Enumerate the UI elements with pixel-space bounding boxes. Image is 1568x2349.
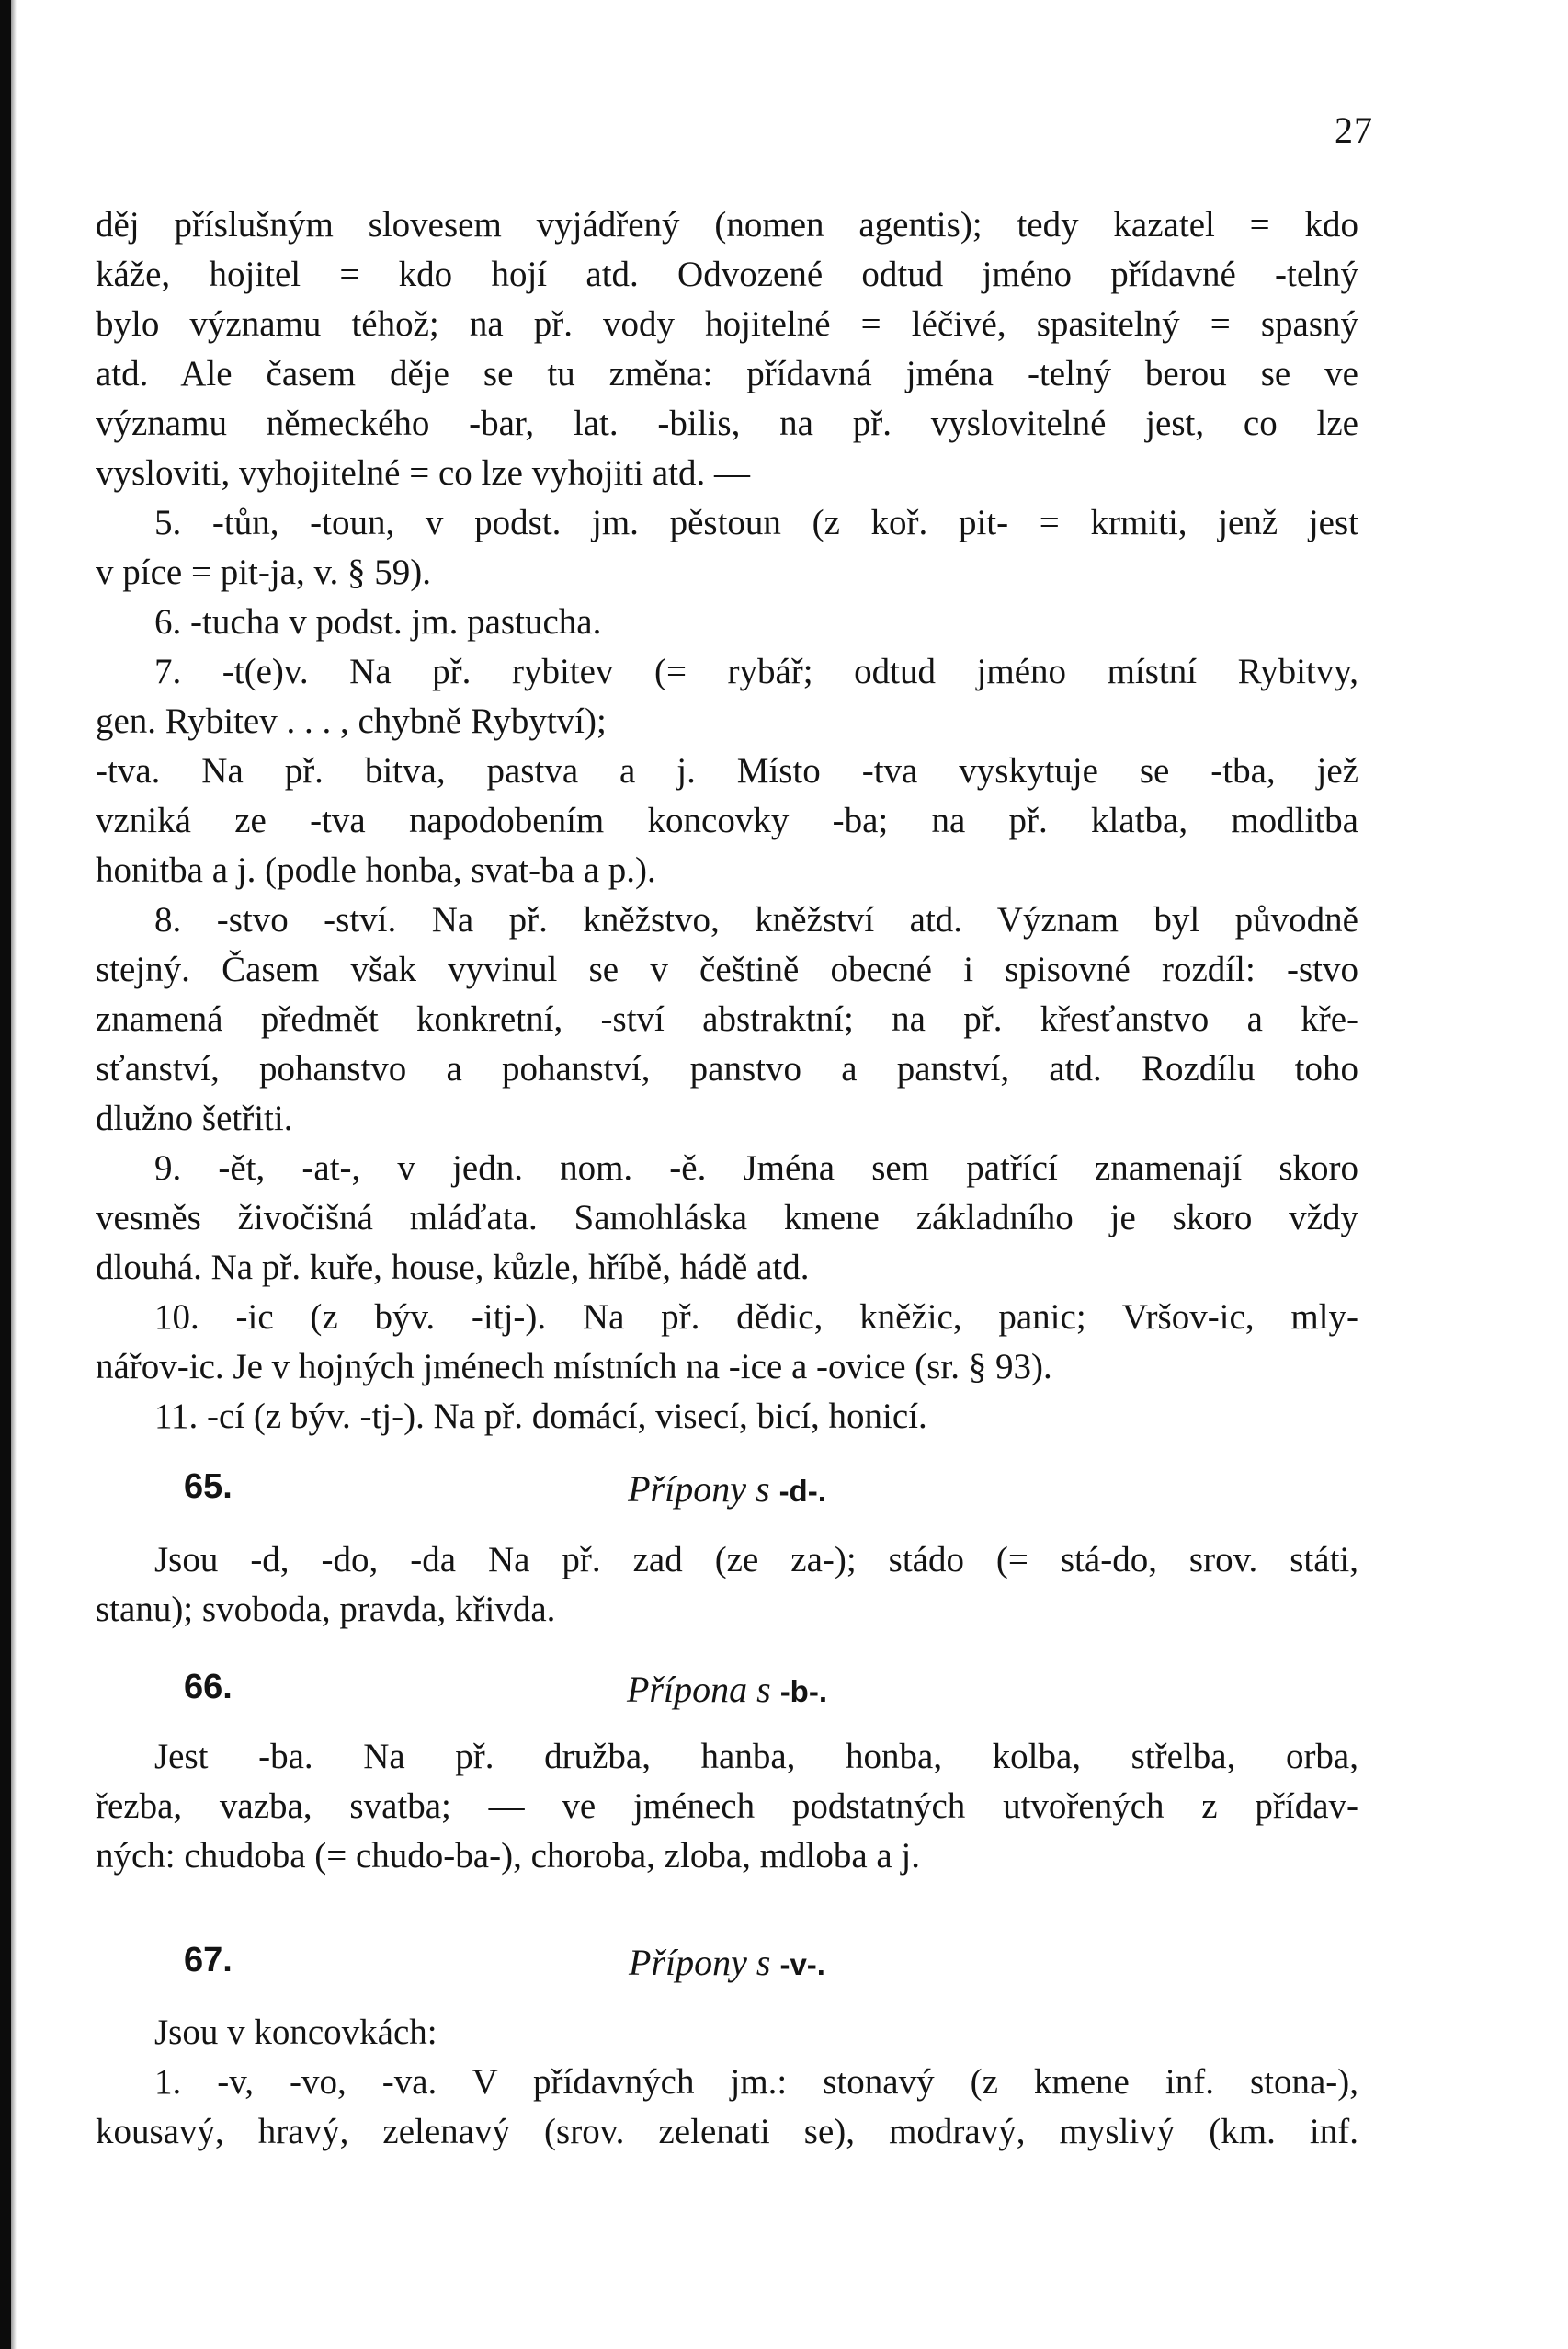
text-line: stejný. Časem však vyvinul se v češtině obecné i spisovné rozdíl: -stvo [96, 950, 1358, 989]
section-title: Přípony s -d-. [628, 1468, 826, 1510]
body-text-block-1 [96, 200, 1358, 1442]
text-line: řezba, vazba, svatba; — ve jménech podstatných utvořených z přídav- [96, 1786, 1358, 1826]
text-line: dlouhá. Na př. kuře, house, kůzle, hříbě, hádě atd. [96, 1248, 810, 1287]
text-line: 6. -tucha v podst. jm. pastucha. [154, 602, 602, 642]
text-line: stanu); svoboda, pravda, křivda. [96, 1590, 556, 1629]
text-line: 10. -ic (z býv. -itj-). Na př. dědic, kněžic, panic; Vršov-ic, mly- [154, 1297, 1358, 1337]
page-binding-shadow [11, 0, 17, 2349]
text-line: bylo významu téhož; na př. vody hojitelné = léčivé, spasitelný = spasný [96, 304, 1358, 344]
text-line: vzniká ze -tva napodobením koncovky -ba; na př. klatba, modlitba [96, 801, 1358, 840]
text-line: 11. -cí (z býv. -tj-). Na př. domácí, visecí, bicí, honicí. [154, 1397, 927, 1436]
text-line: v píce = pit-ja, v. § 59). [96, 553, 431, 592]
text-line: Jest -ba. Na př. družba, hanba, honba, kolba, střelba, orba, [154, 1737, 1358, 1776]
text-line: 5. -tůn, -toun, v podst. jm. pěstoun (z koř. pit- = krmiti, jenž jest [154, 503, 1358, 542]
page-binding-edge [0, 0, 11, 2349]
section-67-heading [96, 1941, 1358, 1996]
text-line: znamená předmět konkretní, -ství abstraktní; na př. křesťanstvo a kře- [96, 999, 1358, 1039]
section-number: 65. [184, 1467, 233, 1506]
text-line: kousavý, hravý, zelenavý (srov. zelenati se), modravý, myslivý (km. inf. [96, 2112, 1358, 2151]
text-line: honitba a j. (podle honba, svat-ba a p.). [96, 850, 656, 890]
text-line: 8. -stvo -ství. Na př. kněžstvo, kněžství atd. Význam byl původně [154, 900, 1358, 940]
text-line: dlužno šetřiti. [96, 1099, 293, 1138]
section-65-text [96, 1535, 1358, 1635]
section-title: Přípony s -v-. [629, 1942, 825, 1983]
text-line: vesměs živočišná mláďata. Samohláska kmene základního je skoro vždy [96, 1198, 1358, 1237]
text-line: 1. -v, -vo, -va. V přídavných jm.: stonavý (z kmene inf. stona-), [154, 2062, 1358, 2102]
text-line: gen. Rybitev . . . , chybně Rybytví); [96, 701, 607, 741]
section-number: 66. [184, 1668, 233, 1706]
page-number: 27 [1335, 109, 1373, 151]
text-line: Jsou -d, -do, -da Na př. zad (ze za-); stádo (= stá-do, srov. státi, [154, 1540, 1358, 1579]
section-67-text [96, 2008, 1358, 2157]
section-66-heading [96, 1668, 1358, 1723]
text-line: sťanství, pohanstvo a pohanství, panstvo a panství, atd. Rozdílu toho [96, 1049, 1358, 1089]
text-line: atd. Ale časem děje se tu změna: přídavná jména -telný berou se ve [96, 354, 1358, 393]
text-line: -tva. Na př. bitva, pastva a j. Místo -tva vyskytuje se -tba, jež [96, 751, 1358, 791]
text-line: vysloviti, vyhojitelné = co lze vyhojiti atd. — [96, 453, 750, 493]
text-line: ných: chudoba (= chudo-ba-), choroba, zloba, mdloba a j. [96, 1836, 921, 1876]
text-line: nářov-ic. Je v hojných jménech místních na -ice a -ovice (sr. § 93). [96, 1347, 1052, 1386]
text-line: 9. -ět, -at-, v jedn. nom. -ě. Jména sem patřící znamenají skoro [154, 1148, 1358, 1188]
text-line: 7. -t(e)v. Na př. rybitev (= rybář; odtud jméno místní Rybitvy, [154, 652, 1358, 691]
text-line: děj příslušným slovesem vyjádřený (nomen agentis); tedy kazatel = kdo [96, 205, 1358, 245]
section-title: Přípona s -b-. [627, 1669, 827, 1710]
text-line: významu německého -bar, lat. -bilis, na př. vyslovitelné jest, co lze [96, 404, 1358, 443]
section-65-heading [96, 1467, 1358, 1522]
section-number: 67. [184, 1941, 233, 1979]
text-line: káže, hojitel = kdo hojí atd. Odvozené odtud jméno přídavné -telný [96, 255, 1358, 294]
section-66-text [96, 1732, 1358, 1881]
text-line: Jsou v koncovkách: [154, 2013, 437, 2052]
